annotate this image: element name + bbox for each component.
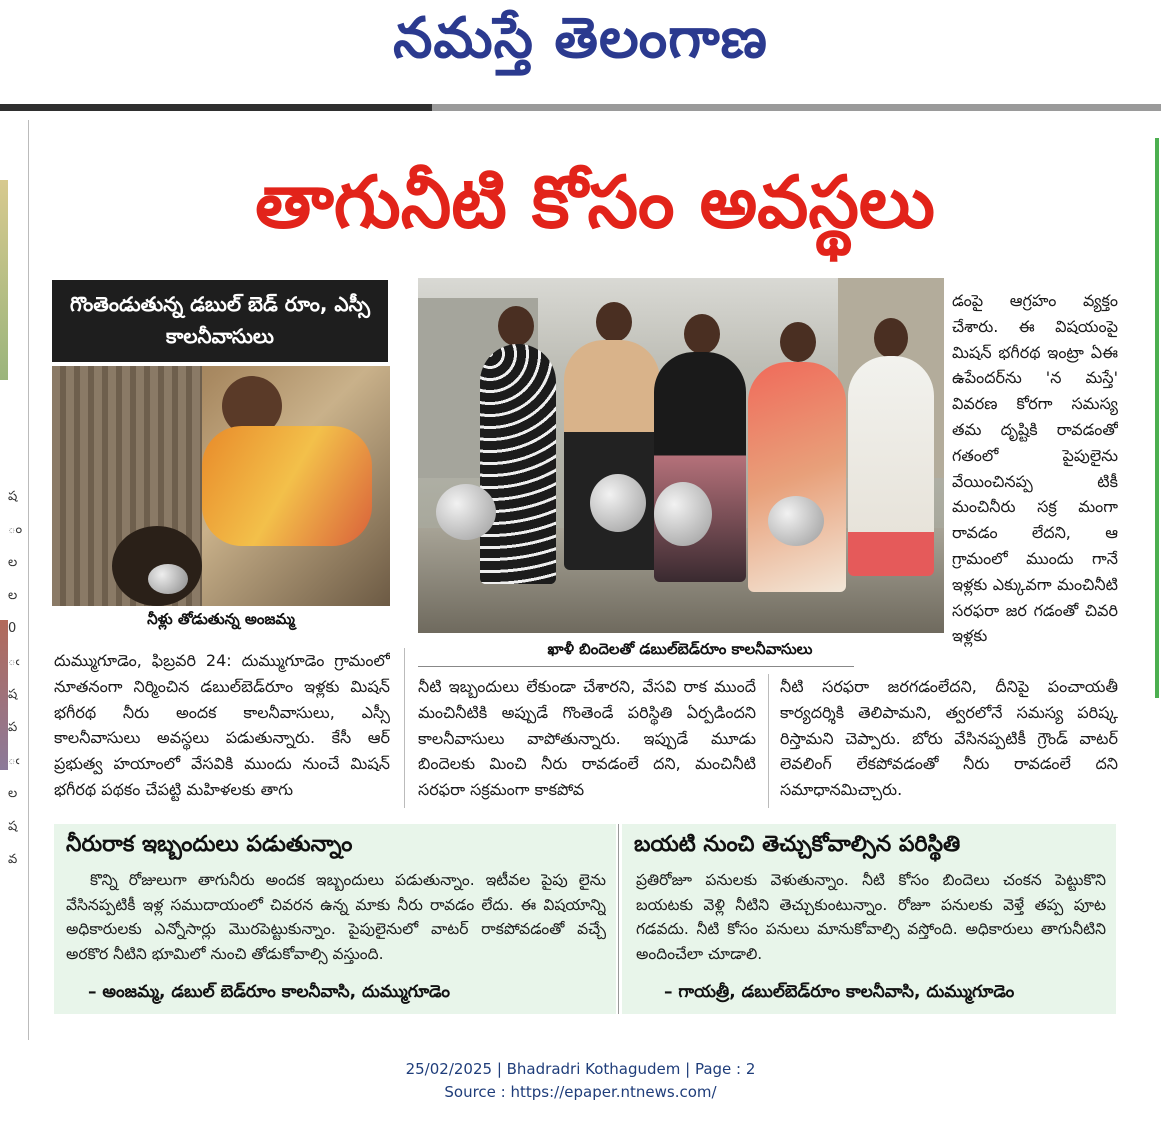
photo-steel-pot: [590, 474, 646, 532]
photo-person-head: [498, 306, 534, 346]
photo-women-with-pots: [418, 278, 944, 633]
adjacent-article-strip: [0, 120, 29, 1040]
caption-rule: [418, 666, 854, 667]
adjacent-text-fragment: 0: [8, 621, 17, 636]
photo-person: [480, 344, 556, 584]
photo-steel-pot: [436, 484, 496, 540]
photo-person: [654, 352, 746, 582]
masthead-rule-light: [432, 104, 1161, 111]
photo-kicker-box: గొంతెండుతున్న డబుల్ బెడ్ రూం, ఎస్సీ కాలనీవాసులు: [52, 280, 388, 362]
adjacent-text-fragment: ష: [8, 489, 18, 504]
footer-meta: 25/02/2025 | Bhadradri Kothagudem | Page : 2: [405, 1060, 756, 1078]
adjacent-article-text: [8, 480, 24, 876]
photo-person: [748, 362, 846, 592]
quote-right-title: బయటి నుంచి తెచ్చుకోవాల్సిన పరిస్థితి: [634, 832, 961, 857]
column-rule: [404, 648, 405, 808]
newspaper-logo: నమస్తే తెలంగాణ: [393, 6, 768, 71]
photo-woman-drawing-water: [52, 366, 390, 606]
adjacent-text-fragment: ప: [8, 720, 18, 735]
adjacent-text-fragment: ల: [8, 555, 18, 570]
adjacent-text-fragment: ష: [8, 819, 18, 834]
adjacent-photo: [0, 620, 8, 770]
article-column-3: నీటి సరఫరా జరగడంలేదని, దీనిపై పంచాయతీ కార్యదర్శికి తెలిపామని, త్వరలోనే సమస్య పరిష్క రిస్తామని చెప్పారు. బోరు వేసినప్పటికీ గ్రౌండ్ వాటర్ లెవలింగ్ లేకపోవడంతో నీరు రావడంలే దని సమాధానమిచ్చారు.: [780, 677, 1118, 800]
photo-steel-pot: [654, 482, 712, 546]
article-column-right: డంపై ఆగ్రహం వ్యక్తం చేశారు. ఈ విషయంపై మిషన్ భగీరథ ఇంట్రా ఏఈ ఉపేందర్‌ను 'న మస్తే' వివరణ కోరగా సమస్య తమ దృష్టికి రావడంతో గతంలో పైపులైను వేయించినప్ప టికీ మంచినీరు సక్ర మంగా రావడం లేదని, ఆ గ్రామంలో ముందు గానే ఇళ్లకు ఎక్కువగా మంచినీటి సరఫరా జర గడంతో చివరి ఇళ్లకు: [952, 291, 1118, 646]
masthead-rule-dark: [0, 104, 432, 111]
adjacent-text-fragment: ల: [8, 786, 18, 801]
adjacent-text-fragment: ల: [8, 588, 18, 603]
adjacent-text-fragment: ఁ: [8, 753, 20, 768]
footer-source: Source : https://epaper.ntnews.com/: [444, 1083, 717, 1101]
photo-figure-saree: [202, 426, 372, 546]
column-rule: [768, 674, 769, 808]
photo-person-head: [780, 322, 816, 362]
quote-divider: [618, 824, 619, 1014]
photo-person-head: [874, 318, 908, 358]
page-edge-accent: [1155, 138, 1159, 698]
adjacent-text-fragment: వ: [8, 852, 18, 867]
quote-right-body: ప్రతిరోజూ పనులకు వెళుతున్నాం. నీటి కోసం బిందెలు చంకన పెట్టుకొని బయటకు వెళ్లి నీటిని తెచ్చుకుంటున్నాం. రోజూ పనులకు వెళ్తే తప్ప పూట గడవదు. నీటి కోసం పనులు మానుకోవాల్సి వస్తోంది. అధికారులు తాగునీటిని అందించేలా చూడాలి.: [636, 871, 1106, 963]
quote-right-signature: – గాయత్రీ, డబుల్‌బెడ్‌రూం కాలనీవాసి, దుమ్ముగూడెం: [664, 982, 1015, 1002]
photo-right-caption: ఖాళీ బిందెలతో డబుల్‌బెడ్‌రూం కాలనీవాసులు: [547, 640, 813, 658]
photo-person: [564, 340, 660, 570]
article-headline: తాగునీటి కోసం అవస్థలు: [255, 160, 935, 244]
photo-person: [848, 356, 934, 576]
adjacent-photo: [0, 180, 8, 380]
article-column-2: నీటి ఇబ్బందులు లేకుండా చేశారని, వేసవి రాక ముందే మంచినీటికి అప్పుడే గొంతెండే పరిస్థితి ఏర్పడిందని కాలనీవాసులు వాపోతున్నారు. ఇప్పుడే మూడు బిందెలకు మించి నీరు రావడంలే దని, మంచినీటి సరఫరా సక్రమంగా కాకపోవ: [418, 677, 756, 800]
photo-person-head: [596, 302, 632, 342]
quote-left-body: కొన్ని రోజులుగా తాగునీరు అందక ఇబ్బందులు పడుతున్నాం. ఇటీవల పైపు లైను వేసినప్పటికీ ఇళ్ల సముదాయంలో చివరన ఉన్న మాకు నీరు రావడం లేదు. ఈ విషయాన్ని అధికారులకు ఎన్నోసార్లు మొరపెట్టుకున్నాం. పైపులైనులో వాటర్ రాకపోవడంతో వచ్చే అరకొర నీటిని భూమిలో నుంచి తోడుకోవాల్సి వస్తుంది.: [66, 871, 606, 963]
adjacent-text-fragment: ష: [8, 687, 18, 702]
article-column-1: దుమ్ముగూడెం, ఫిబ్రవరి 24: దుమ్ముగూడెం గ్రామంలో నూతనంగా నిర్మించిన డబుల్‌బెడ్‌రూం ఇళ్లకు మిషన్ భగీరథ నీరు అందక కాలనీవాసులు, ఎస్సీ కాలనీవాసులు అవస్థలు పడుతున్నారు. కేసీ ఆర్ ప్రభుత్వ హయాంలో వేసవికి ముందు నుంచే మిషన్ భగీరథ పథకం చేపట్టి మహిళలకు తాగు: [54, 651, 390, 799]
photo-vessel: [148, 564, 188, 594]
adjacent-text-fragment: ం: [8, 522, 23, 537]
adjacent-text-fragment: ఁ: [8, 654, 20, 669]
masthead: [0, 0, 1161, 100]
quote-left-signature: – అంజమ్మ, డబుల్ బెడ్‌రూం కాలనీవాసి, దుమ్ముగూడెం: [88, 982, 451, 1002]
photo-steel-pot: [768, 496, 824, 546]
quote-left-title: నీరురాక ఇబ్బందులు పడుతున్నాం: [66, 832, 353, 857]
photo-left-caption: నీళ్లు తోడుతున్న అంజమ్మ: [147, 610, 295, 628]
photo-person-head: [684, 314, 720, 354]
